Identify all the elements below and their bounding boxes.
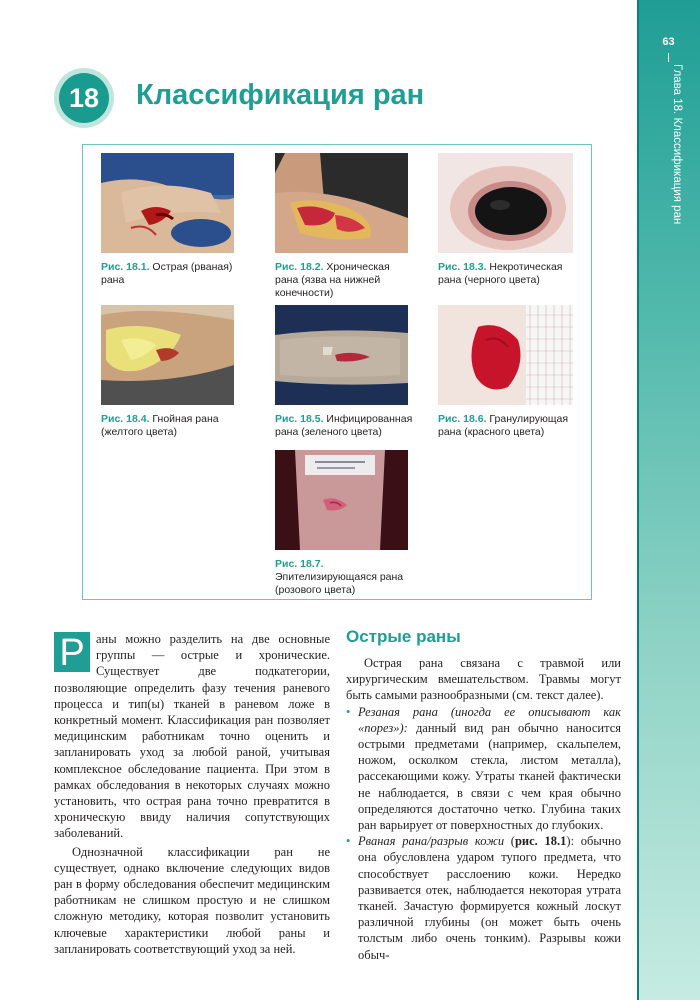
bullet-term: Резаная рана (иногда ее описывают как «порез»): [358,704,621,735]
figure-caption-text: Гранулирующая рана (красного цвета) [438,413,569,438]
second-paragraph: Однозначной классификации ран не существует, однако включение следующих видов ран в форму обследования обеспечит медицинским работникам не слишком простую и не слишком сложную методику, которая позволит установить ключевые характеристики любой раны и запланировать соответствующий уход за ней. [54,844,330,956]
chapter-number: 18 [59,73,109,123]
left-column [54,631,330,957]
section-intro: Острая рана связана с травмой или хирургическим вмешательством. Травмы могут быть самыми разнообразными (см. текст далее). [346,656,621,703]
figure-18-1-caption [101,261,241,287]
bullet-text: ): обычно она обусловлена ударом тупого предмета, что способствует расслоению кожи. Нередко развивается отек, наблюдается некоторая утрата тканей. Зачастую формируется кожный лоскут различной глубины (он может быть очень толстым либо очень тонким). Разрывы кожи обыч- [358,834,622,962]
chapter-title: Классификация ран [136,79,425,111]
figure-18-3-photo [438,153,573,253]
intro-paragraph [54,631,330,842]
figure-caption-text: Эпителизирующаяся рана (розового цвета) [275,571,404,596]
figure-number: Рис. 18.3. [438,261,487,273]
chapter-number-badge [54,68,114,128]
figure-panel [82,144,592,600]
bullet-item-incised-wound [346,704,621,834]
figure-caption-text: Некротическая рана (черного цвета) [438,261,563,286]
figure-18-7-caption [275,558,415,597]
figure-18-7-photo [275,450,408,550]
figure-18-3-caption [438,261,583,287]
figure-18-4-photo [101,305,234,405]
chapter-sidebar [637,0,700,1000]
figure-18-6-photo [438,305,573,405]
sidebar-edge-line [637,0,639,1000]
figure-caption-text: Хроническая рана (язва на нижней конечности) [275,261,390,299]
running-chapter-title: Глава 18. Классификация ран [671,64,683,225]
figure-18-5-caption [275,413,415,439]
bullet-item-laceration [346,833,621,963]
figure-number: Рис. 18.4. [101,413,150,425]
figure-caption-text: Инфицированная рана (зеленого цвета) [275,413,413,438]
bullet-text: данный вид ран обычно наносится острыми предметами (например, скальпелем, ножом, осколком стекла, листом металла), рассекающими кожу. Утраты тканей фактически не наблюдается, в связи с чем края обычно определяются достаточно четко. Глубина таких ран варьирует от поверхностных до глубоких. [358,720,621,833]
figure-reference: рис. 18.1 [514,834,567,849]
bullet-ref-open: ( [504,834,515,849]
figure-18-2-photo [275,153,408,253]
page-number: 63 [662,36,675,48]
figure-18-6-caption [438,413,583,439]
figure-number: Рис. 18.1. [101,261,150,273]
page-number-rule [668,53,669,62]
figure-18-2-caption [275,261,415,300]
figure-number: Рис. 18.2. [275,261,324,273]
bullet-term: Рваная рана/разрыв кожи [358,834,505,849]
figure-number: Рис. 18.6. [438,413,487,425]
figure-18-5-photo [275,305,408,405]
figure-caption-text: Острая (рваная) рана [101,261,233,286]
right-column [346,655,621,963]
intro-paragraph-text: аны можно разделить на две основные группы — острые и хронические. Существует две подкатегории, позволяющие определить фазу течения раневого процесса и тип(ы) тканей в раневом ложе в конкретный момент. Классификация ран позволяет медицинским работникам точно оценить и запланировать уход за любой раной, учитывая комплексное обследование пациента. При этом в рамках обследования в некоторых случаях можно установить, что острая рана точно превратится в хроническую ввиду наличия сопутствующих заболеваний. [54,632,330,841]
figure-18-4-caption [101,413,241,439]
drop-cap: Р [54,632,90,672]
section-title: Острые раны [346,627,461,646]
figure-caption-text: Гнойная рана (желтого цвета) [101,413,219,438]
figure-number: Рис. 18.7. [275,558,324,570]
figure-number: Рис. 18.5. [275,413,324,425]
figure-18-1-photo [101,153,234,253]
